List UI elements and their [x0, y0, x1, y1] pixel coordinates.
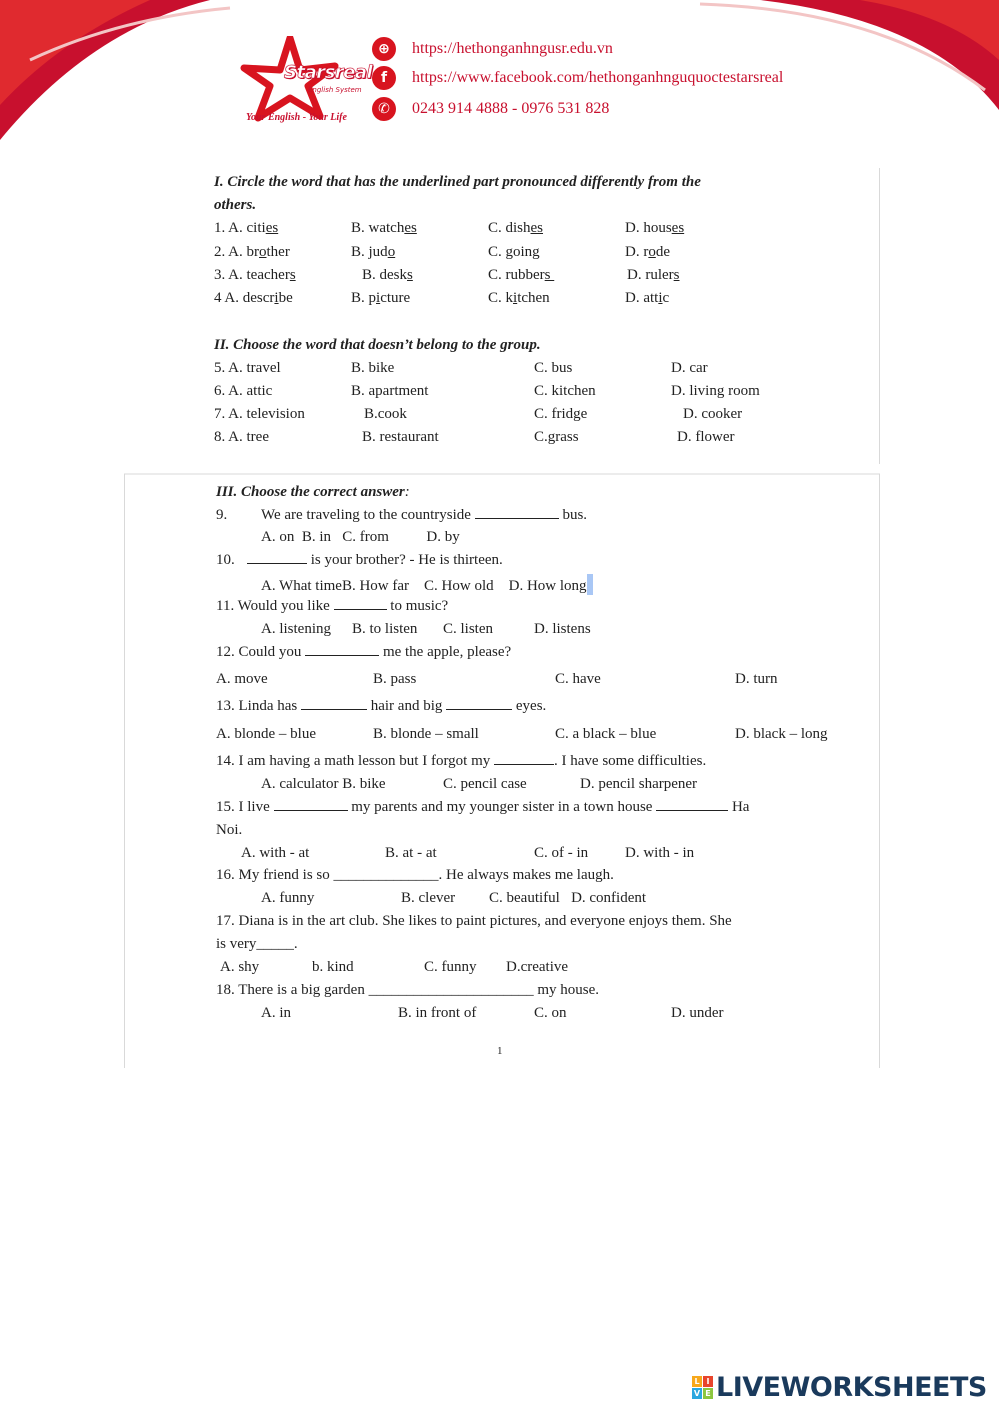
q8-option-d[interactable]: D. flower	[677, 429, 735, 445]
q15-option-a[interactable]: A. with - at	[241, 845, 310, 861]
q13-option-b[interactable]: B. blonde – small	[373, 726, 479, 742]
liveworksheets-text: LIVEWORKSHEETS	[716, 1371, 987, 1403]
q10-blank[interactable]	[247, 551, 307, 564]
q15-option-c[interactable]: C. of - in	[534, 845, 589, 861]
q13-option-c[interactable]: C. a black – blue	[555, 726, 657, 742]
q11-option-d[interactable]: D. listens	[534, 621, 591, 637]
q11-option-c[interactable]: C. listen	[443, 621, 494, 637]
q10-options[interactable]: A. What timeB. How far C. How old D. How long	[261, 574, 593, 595]
q3-option-d[interactable]: D. rulers	[627, 267, 680, 283]
q5-option-b[interactable]: B. bike	[351, 360, 395, 376]
q17-text: 17. Diana is in the art club. She likes to paint pictures, and everyone enjoys them. She	[216, 913, 732, 929]
q14-option-d[interactable]: D. pencil sharpener	[580, 776, 698, 792]
q18-blank[interactable]: ______________________	[368, 982, 534, 998]
q4-option-a[interactable]: 4 A. describe	[214, 290, 293, 306]
q3-option-c[interactable]: C. rubbers	[488, 267, 555, 283]
q12-option-a[interactable]: A. move	[216, 671, 268, 687]
q3-option-a[interactable]: 3. A. teachers	[214, 267, 296, 283]
q5-option-d[interactable]: D. car	[671, 360, 708, 376]
q18-option-c[interactable]: C. on	[534, 1005, 567, 1021]
q5-option-a[interactable]: 5. A. travel	[214, 360, 281, 376]
q16-option-b[interactable]: B. clever	[401, 890, 456, 906]
brand-tagline: Your English - Your Life	[246, 112, 347, 123]
q4-option-b[interactable]: B. picture	[351, 290, 411, 306]
q5-option-c[interactable]: C. bus	[534, 360, 573, 376]
q13-blank-1[interactable]	[301, 697, 367, 710]
q2-option-a[interactable]: 2. A. brother	[214, 244, 290, 260]
q16-text: 16. My friend is so ______________. He always makes me laugh.	[216, 867, 614, 883]
q15-option-d[interactable]: D. with - in	[625, 845, 695, 861]
q15-text-cont: Noi.	[216, 822, 243, 838]
q14-text: 14. I am having a math lesson but I forgot my . I have some difficulties.	[216, 753, 707, 769]
q15-text: 15. I live my parents and my younger sister in a town house Ha	[216, 799, 750, 815]
q12-option-b[interactable]: B. pass	[373, 671, 417, 687]
q17-option-c[interactable]: C. funny	[424, 959, 477, 975]
q2-option-c[interactable]: C. going	[488, 244, 540, 260]
q12-blank[interactable]	[305, 643, 379, 656]
q15-option-b[interactable]: B. at - at	[385, 845, 437, 861]
brand-name: Starsreal	[284, 62, 373, 83]
q16-option-c[interactable]: C. beautiful D. confident	[489, 890, 647, 906]
q12-option-d[interactable]: D. turn	[735, 671, 778, 687]
q11-blank[interactable]	[334, 597, 387, 610]
section2-title: II. Choose the word that doesn’t belong to the group.	[214, 337, 541, 353]
q6-option-d[interactable]: D. living room	[671, 383, 760, 399]
section-divider	[124, 473, 880, 475]
q14-option-c[interactable]: C. pencil case	[443, 776, 527, 792]
q13-option-a[interactable]: A. blonde – blue	[216, 726, 316, 742]
q15-blank-1[interactable]	[274, 798, 348, 811]
q18-option-a[interactable]: A. in	[261, 1005, 291, 1021]
q7-option-d[interactable]: D. cooker	[683, 406, 743, 422]
page-border-right	[879, 474, 880, 1068]
q18-option-d[interactable]: D. under	[671, 1005, 724, 1021]
q13-text: 13. Linda has hair and big eyes.	[216, 698, 547, 714]
brand-subtitle: English System	[308, 86, 362, 94]
q8-option-b[interactable]: B. restaurant	[362, 429, 439, 445]
q1-option-a[interactable]: 1. A. cities	[214, 220, 279, 236]
q11-text: 11. Would you like to music?	[216, 598, 449, 614]
q8-option-a[interactable]: 8. A. tree	[214, 429, 269, 445]
q9-options[interactable]: A. on B. in C. from D. by	[261, 529, 460, 545]
q1-option-b[interactable]: B. watches	[351, 220, 417, 236]
q18-text: 18. There is a big garden ______________________ my house.	[216, 982, 600, 998]
facebook-link[interactable]: https://www.facebook.com/hethonganhnguquoctestarsreal	[412, 69, 784, 86]
q9-blank[interactable]	[475, 506, 559, 519]
website-contact	[372, 37, 613, 61]
q9-number: 9.	[216, 507, 228, 523]
q6-option-c[interactable]: C. kitchen	[534, 383, 596, 399]
q15-blank-2[interactable]	[656, 798, 728, 811]
q17-option-b[interactable]: b. kind	[312, 959, 354, 975]
q7-option-c[interactable]: C. fridge	[534, 406, 588, 422]
liveworksheets-mark-icon: L I V E	[692, 1376, 712, 1398]
q13-blank-2[interactable]	[446, 697, 512, 710]
facebook-contact	[372, 66, 783, 90]
q17-text-cont: is very_____.	[216, 936, 298, 952]
website-link[interactable]: https://hethonganhngusr.edu.vn	[412, 40, 613, 57]
q1-option-c[interactable]: C. dishes	[488, 220, 544, 236]
section3-title: III. Choose the correct answer:	[216, 484, 410, 500]
section1-title: I. Circle the word that has the underlined part pronounced differently from the	[214, 174, 701, 190]
phone-contact	[372, 97, 609, 121]
q16-option-a[interactable]: A. funny	[261, 890, 315, 906]
q2-option-b[interactable]: B. judo	[351, 244, 396, 260]
phone-icon: ✆	[372, 97, 396, 121]
q12-text: 12. Could you me the apple, please?	[216, 644, 512, 660]
q7-option-a[interactable]: 7. A. television	[214, 406, 305, 422]
q9-text: We are traveling to the countryside bus.	[261, 507, 588, 523]
phone-number: 0243 914 4888 - 0976 531 828	[412, 100, 610, 117]
q14-blank[interactable]	[494, 752, 554, 765]
q16-blank[interactable]: ______________	[333, 867, 439, 883]
page-border-left	[124, 474, 125, 1068]
q10-text: is your brother? - He is thirteen.	[247, 551, 503, 569]
q8-option-c[interactable]: C.grass	[534, 429, 579, 445]
q6-option-b[interactable]: B. apartment	[351, 383, 429, 399]
q14-option-a[interactable]: A. calculator B. bike	[261, 776, 386, 792]
q13-option-d[interactable]: D. black – long	[735, 726, 828, 742]
q11-option-b[interactable]: B. to listen	[352, 621, 418, 637]
q18-option-b[interactable]: B. in front of	[398, 1005, 477, 1021]
q1-option-d[interactable]: D. houses	[625, 220, 685, 236]
q12-option-c[interactable]: C. have	[555, 671, 601, 687]
q4-option-c[interactable]: C. kitchen	[488, 290, 550, 306]
section1-title-cont: others.	[214, 197, 257, 213]
q10-number: 10.	[216, 552, 235, 568]
q7-option-b[interactable]: B.cook	[364, 406, 407, 422]
q17-option-d[interactable]: D.creative	[506, 959, 569, 975]
page-number: 1	[497, 1045, 503, 1057]
q17-option-a[interactable]: A. shy	[220, 959, 260, 975]
page-border-right-top	[879, 168, 880, 464]
q11-option-a[interactable]: A. listening	[261, 621, 331, 637]
q4-option-d[interactable]: D. attic	[625, 290, 670, 306]
q2-option-d[interactable]: D. rode	[625, 244, 670, 260]
liveworksheets-logo[interactable]	[692, 1372, 987, 1402]
q6-option-a[interactable]: 6. A. attic	[214, 383, 273, 399]
text-cursor-highlight	[587, 574, 593, 595]
q3-option-b[interactable]: B. desks	[362, 267, 413, 283]
facebook-icon: f	[372, 66, 396, 90]
globe-icon: ⊕	[372, 37, 396, 61]
